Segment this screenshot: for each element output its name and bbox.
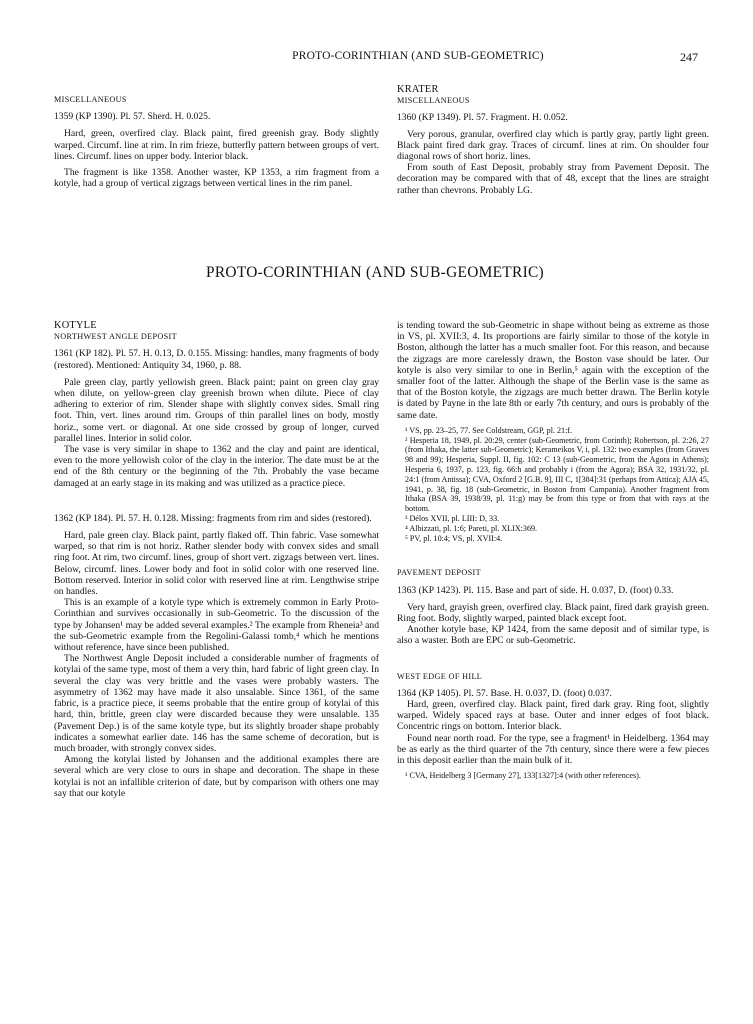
page-number: 247 [680, 50, 698, 64]
misc-heading: MISCELLANEOUS [54, 95, 127, 104]
krater-heading: KRATER [397, 84, 439, 95]
catalog-1363: 1363 (KP 1423). Pl. 115. Base and part of side. H. 0.037, D. (foot) 0.33. [397, 584, 674, 596]
footnote-1b: ¹ CVA, Heidelberg 3 [Germany 27], 133[1327]:4 (with other references). [405, 771, 641, 781]
paragraph: The fragment is like 1358. Another waster, KP 1353, a rim fragment from a kotyle, had a group of vertical zigzags between vertical lines in the rim panel. [54, 167, 379, 190]
paragraph: Hard, green, overfired clay. Black paint, fired dark gray. Ring foot, slightly warped. Widely spaced rays at base. Outer and inner edges of foot black. Concentric rings on bottom. Interior black. [397, 699, 709, 733]
footnotes [397, 426, 709, 544]
paragraph: From south of East Deposit, probably stray from Pavement Deposit. The decoration may be compared with that of 48, except that the lines are straight rather than chevrons. Probably LG. [397, 162, 709, 196]
section-title: PROTO-CORINTHIAN (AND SUB-GEOMETRIC) [206, 264, 544, 281]
paragraph: The vase is very similar in shape to 1362 and the clay and paint are identical, even to the more yellowish color of the clay in the interior. The date must be at the end of the 8th century or the beginning of the 7th. Probably the vase became damaged at an early stage in its making and was utilized as a practice piece. [54, 444, 379, 489]
footnote-5: ⁵ PV, pl. 10:4; VS, pl. XVII:4. [405, 533, 503, 543]
catalog-1359: 1359 (KP 1390). Pl. 57. Sherd. H. 0.025. [54, 111, 211, 123]
footnotes-bottom [397, 771, 709, 781]
catalog-1361: 1361 (KP 182). Pl. 57. H. 0.13, D. 0.155. Missing: handles, many fragments of body (restored). Mentioned: Antiquity 34, 1960, p. 88. [54, 348, 379, 371]
paragraph: Very hard, grayish green, overfired clay. Black paint, fired dark grayish green. Ring foot. Body, slightly warped, painted black except foot. [397, 601, 709, 624]
paragraph: The Northwest Angle Deposit included a considerable number of fragments of kotylai of the same type, most of them a very thin, hard fabric of light green clay. In several the clay was very brittle and the vases were probably wasters. The asymmetry of 1362 may have made it also unsalable. Since 1361, of the same fabric, is a practice piece, it seems probable that the entire group of kotylai of this hard, thin, brittle, green clay were discarded because they were unsalable. 135 (Pavement Dep.) is of the same kotyle type, but its slightly broader shape probably indicates a somewhat earlier date. 146 has the same scheme of decoration, but is much broader, with strongly convex sides. [54, 653, 379, 754]
paragraph: Hard, green, overfired clay. Black paint, fired greenish gray. Body slightly warped. Circumf. line at rim. In rim frieze, butterfly pattern between groups of vert. lines. Circumf. lines on upper body. Interior black. [54, 128, 379, 162]
footnote-2: ² Hesperia 18, 1949, pl. 20:29, center (sub-Geometric, from Corinth); Robertson, pl. 2:26, 27 (from Ithaka, the latter sub-Geometric); Kerameikos V, i, pl. 132: two examples (from Graves 98 and 99); Hesperia, Suppl. II, fig. 102: C 13 (sub-Geometric, from the Agora in Athens); Hesperia 6, 1937, p. 123, fig. 66:h and probably i (from the Agora); BSA 32, 1931/32, pl. 24:1 (from Antissa); CVA, Oxford 2 [G.B. 9], III C, 1[384]:31 (perhaps from Attica); AJA 45, 1941, p. 38, fig. 18 (sub-Geometric, in Boston from Campania). Another fragment from Ithaka (BSA 39, 1938/39, pl. 11:g) may be from this type or from that with rays at the bottom. [405, 435, 709, 514]
paragraph: Among the kotylai listed by Johansen and the additional examples there are several which are very close to ours in shape and decoration. The shape in these kotylai is not an infallible criterion of date, but by comparison with others one may say that our kotyle [54, 754, 379, 799]
paragraph: This is an example of a kotyle type which is extremely common in Early Proto-Corinthian and survives occasionally in sub-Geometric. To the discussion of the type by Johansen¹ may be added several examples.² The example from Rheneia³ and the sub-Geometric example from the Regolini-Galassi tomb,⁴ which he mentions without reference, have since been published. [54, 597, 379, 654]
paragraph-continued: is tending toward the sub-Geometric in shape without being as extreme as those in VS, pl. XVII:3, 4. Its proportions are fairly similar to those of the kotyle in Boston, although the latter has a much smaller foot. For this reason, and because the zigzags are more carelessly drawn, the Boston vase should be later. Our kotyle is also very similar to one in Berlin,⁵ again with the exception of the smaller foot of the latter. Although the shape of the Berlin vase is the same as that of the Boston kotyle, the zigzags are much better drawn. The Berlin kotyle is dated by Payne in the late 8th or early 7th century, and ours is probably of the same date. [397, 320, 709, 421]
kotyle-heading: KOTYLE [54, 320, 97, 331]
top-right-column [397, 84, 709, 196]
footnote-4: ⁴ Albizzati, pl. 1:6; Pareti, pl. XLIX:369. [405, 523, 538, 533]
footnote-3: ³ Délos XVII, pl. LIII: D, 33. [405, 514, 500, 523]
paragraph: Another kotyle base, KP 1424, from the same deposit and of similar type, is also a waster. Both are EPC or sub-Geometric. [397, 624, 709, 647]
paragraph: Pale green clay, partly yellowish green. Black paint; paint on green clay gray when dilute, on yellow-green clay greenish brown when dilute. Piece of clay adhering to exterior of rim. Slender shape with slightly convex sides. Small ring foot. Thin, vert. lines around rim. Groups of thin parallel lines on body, mostly horiz., some vert. or diagonal. At one side crossed by group of longer, curved parallel lines. Interior in solid color. [54, 376, 379, 444]
footnote-1: ¹ VS, pp. 23–25, 77. See Coldstream, GGP, pl. 21:f. [405, 425, 573, 435]
catalog-1364: 1364 (KP 1405). Pl. 57. Base. H. 0.037, D. (foot) 0.037. [397, 687, 612, 699]
right-column [397, 320, 709, 781]
paragraph: Found near north road. For the type, see a fragment¹ in Heidelberg. 1364 may be as early as the third quarter of the 7th century, since there were a few pieces in this deposit earlier than the main bulk of it. [397, 732, 709, 767]
paragraph: Hard, pale green clay. Black paint, partly flaked off. Thin fabric. Vase somewhat warped, so that rim is not horiz. Rather slender body with convex sides and small ring foot. At rim, two circumf. lines, group of short vert. zigzags between vert. lines. Below, circumf. lines. Lower body and foot in solid color with one reserved line. Bottom reserved. Interior in solid color with reserved line at rim. Lengthwise stripe on handles. [54, 530, 379, 598]
left-column [54, 320, 379, 799]
paragraph: Very porous, granular, overfired clay which is partly gray, partly light green. Black paint fired dark gray. Traces of circumf. lines at rim. On shoulder four diagonal rows of short horiz. lines. [397, 128, 709, 163]
catalog-1360: 1360 (KP 1349). Pl. 57. Fragment. H. 0.052. [397, 112, 568, 124]
misc-heading: MISCELLANEOUS [397, 96, 470, 106]
top-left-column [54, 94, 379, 189]
running-header: PROTO-CORINTHIAN (AND SUB-GEOMETRIC) [292, 50, 544, 62]
west-edge-heading: WEST EDGE OF HILL [397, 671, 483, 681]
deposit-heading: NORTHWEST ANGLE DEPOSIT [54, 332, 177, 342]
pavement-heading: PAVEMENT DEPOSIT [397, 568, 481, 578]
catalog-1362: 1362 (KP 184). Pl. 57. H. 0.128. Missing: fragments from rim and sides (restored). [54, 512, 372, 524]
